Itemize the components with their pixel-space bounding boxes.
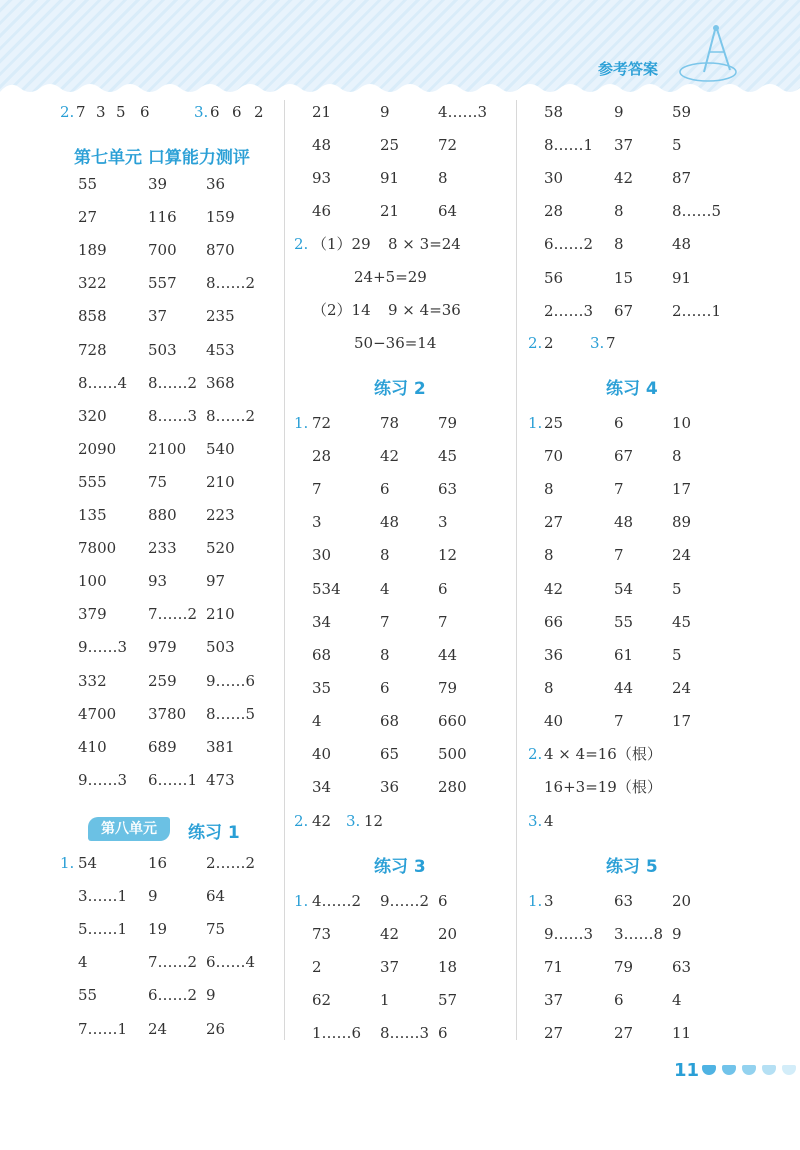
answer-value: 71 (544, 958, 564, 977)
answer-value: 35 (312, 678, 332, 697)
answer-value: 8 (544, 546, 554, 565)
decorative-dot (742, 1065, 756, 1075)
answer-value: 8……3 (380, 1024, 430, 1043)
answer-value: 28 (544, 202, 564, 221)
answer-value: 2……1 (672, 301, 722, 320)
answer-value: 6 (614, 414, 624, 432)
answer-value: 259 (148, 671, 177, 690)
answer-value: 159 (206, 208, 235, 227)
answer-value: 3 (438, 513, 448, 532)
answer-value: 2……3 (544, 301, 594, 320)
answer-value: 520 (206, 539, 235, 558)
answer-value: 210 (206, 605, 235, 624)
answer-value: 8……1 (544, 136, 594, 155)
answer-text: 50−36=14 (354, 334, 437, 352)
answer-value: 37 (148, 307, 168, 326)
answer-value: 24 (148, 1019, 168, 1038)
decorative-dot (702, 1065, 716, 1075)
answer-value: 72 (438, 136, 458, 155)
answer-value: 36 (380, 778, 400, 797)
answer-value: 6……1 (148, 770, 198, 789)
answer-value: 63 (438, 480, 458, 499)
question-number: 1. (528, 414, 543, 432)
answer-value: 27 (78, 208, 98, 227)
answer-value: 8 (614, 235, 624, 254)
page-number: 11 (674, 1060, 700, 1081)
answer-value: 7 (76, 103, 86, 121)
answer-value: 689 (148, 737, 177, 756)
answer-value: 20 (438, 925, 458, 944)
answer-value: 16 (148, 854, 168, 872)
answer-value: 223 (206, 506, 235, 524)
answer-value: 4 (672, 991, 682, 1010)
answer-value: 8 (438, 169, 448, 188)
answer-value: 54 (614, 579, 634, 598)
column-divider (516, 100, 517, 1040)
answer-value: 37 (614, 136, 634, 155)
unit8-tag: 第八单元 (88, 817, 170, 841)
answer-value: 4 (380, 579, 390, 598)
answer-value: 9 (380, 103, 390, 121)
answer-text: 9 × 4=36 (388, 301, 461, 319)
answer-value: 11 (672, 1024, 692, 1043)
answer-value: 39 (148, 175, 168, 193)
answer-value: 55 (78, 986, 98, 1005)
answer-value: 79 (438, 678, 458, 697)
answer-value: 42 (614, 169, 634, 188)
question-number: 1. (294, 414, 309, 432)
answer-value: 2 (312, 958, 322, 977)
answer-value: 44 (614, 678, 634, 697)
answer-value: 10 (672, 414, 692, 432)
answer-value: 62 (312, 991, 332, 1010)
compass-drawing-icon (678, 22, 750, 86)
answer-value: 64 (438, 202, 458, 221)
answer-value: 68 (380, 711, 400, 730)
answer-value: 4……3 (438, 103, 488, 121)
answer-value: 7 (614, 711, 624, 730)
answer-value: 55 (614, 612, 634, 631)
question-number: 2. (528, 334, 543, 352)
question-number: 3. (528, 812, 543, 830)
answer-value: 540 (206, 439, 235, 458)
answer-value: 56 (544, 268, 564, 287)
practice4-title: 练习 4 (606, 379, 658, 399)
answer-value: 67 (614, 447, 634, 466)
answer-value: 8……3 (148, 406, 198, 425)
practice1-title: 练习 1 (188, 823, 240, 843)
answer-value: 9……3 (544, 925, 594, 944)
answer-value: 322 (78, 274, 107, 293)
answer-value: 40 (544, 711, 564, 730)
answer-value: 45 (438, 447, 458, 466)
answer-value: 6 (380, 480, 390, 499)
answer-value: 2……2 (206, 854, 256, 872)
answer-value: 73 (312, 925, 332, 944)
answer-value: 24 (672, 678, 692, 697)
answer-value: 503 (206, 638, 235, 657)
decorative-dot (722, 1065, 736, 1075)
answer-value: 63 (614, 892, 634, 910)
answer-value: 24 (672, 546, 692, 565)
answer-value: 555 (78, 472, 107, 491)
answer-value: 979 (148, 638, 177, 657)
answer-value: 34 (312, 778, 332, 797)
answer-value: 17 (672, 711, 692, 730)
question-number: 3. (590, 334, 605, 352)
answer-value: 2090 (78, 439, 117, 458)
answer-value: 5 (672, 645, 682, 664)
answer-value: 48 (380, 513, 400, 532)
answer-value: 8 (614, 202, 624, 221)
answer-value: 20 (672, 892, 692, 910)
answer-value: 8……4 (78, 373, 128, 392)
answer-value: 8 (380, 645, 390, 664)
answer-value: 44 (438, 645, 458, 664)
answer-value: 5 (672, 579, 682, 598)
answer-value: 46 (312, 202, 332, 221)
answer-value: 65 (380, 745, 400, 763)
answer-value: 18 (438, 958, 458, 977)
answer-value: 6 (438, 579, 448, 598)
answer-value: 379 (78, 605, 107, 624)
answer-value: 880 (148, 506, 177, 524)
answer-value: 557 (148, 274, 177, 293)
practice5-title: 练习 5 (606, 857, 658, 877)
answer-value: 5 (672, 136, 682, 155)
answer-value: 3 (312, 513, 322, 532)
answer-value: 57 (438, 991, 458, 1010)
question-number: 3. (194, 103, 209, 121)
answer-value: 368 (206, 373, 235, 392)
answer-value: 116 (148, 208, 177, 227)
answer-value: 320 (78, 406, 107, 425)
answer-value: 9 (672, 925, 682, 944)
answer-value: 15 (614, 268, 634, 287)
answer-value: 26 (206, 1019, 226, 1038)
answer-value: 37 (380, 958, 400, 977)
answer-value: 30 (544, 169, 564, 188)
answer-value: 12 (364, 812, 384, 830)
answer-value: 7 (312, 480, 322, 499)
answer-value: 8 (544, 480, 554, 499)
answer-value: 534 (312, 579, 341, 598)
answer-value: 6 (438, 1024, 448, 1043)
answer-value: 7 (614, 546, 624, 565)
answer-value: 7 (438, 612, 448, 631)
answer-value: 7……1 (78, 1019, 128, 1038)
answer-value: 2 (544, 334, 554, 352)
answer-value: 7800 (78, 539, 117, 558)
answer-value: 93 (312, 169, 332, 188)
answer-value: 55 (78, 175, 98, 193)
answer-value: 7 (380, 612, 390, 631)
answer-value: 64 (206, 887, 226, 906)
answer-value: 91 (380, 169, 400, 188)
answer-value: 3……1 (78, 887, 128, 906)
unit7-title: 第七单元 口算能力测评 (74, 148, 250, 168)
answer-value: 42 (380, 447, 400, 466)
question-number: 2. (294, 235, 309, 253)
answer-value: 8……5 (672, 202, 722, 221)
answer-value: 870 (206, 241, 235, 260)
answer-value: 6 (140, 103, 150, 121)
answer-value: 75 (148, 472, 168, 491)
answer-value: 6 (232, 103, 242, 121)
answer-value: 233 (148, 539, 177, 558)
answer-value: 75 (206, 920, 226, 939)
decorative-dot (762, 1065, 776, 1075)
answer-value: 66 (544, 612, 564, 631)
answer-value: 93 (148, 572, 168, 591)
answer-value: 4 (78, 953, 88, 972)
column-divider (284, 100, 285, 1040)
answer-value: 9……3 (78, 638, 128, 657)
answer-value: 97 (206, 572, 226, 591)
answer-value: 280 (438, 778, 467, 797)
answer-value: 19 (148, 920, 168, 939)
answer-value: 660 (438, 711, 467, 730)
answer-value: 8……2 (148, 373, 198, 392)
answer-value: 79 (438, 414, 458, 432)
answer-value: 36 (544, 645, 564, 664)
answer-value: 7……2 (148, 953, 198, 972)
page-header (0, 0, 800, 92)
answer-value: 6……2 (544, 235, 594, 254)
answer-value: 1……6 (312, 1024, 362, 1043)
question-number: 1. (60, 854, 75, 872)
answer-value: 453 (206, 340, 235, 359)
answer-value: 45 (672, 612, 692, 631)
answer-value: 2100 (148, 439, 187, 458)
question-number: 1. (528, 892, 543, 910)
answer-value: 48 (614, 513, 634, 532)
question-number: 3. (346, 812, 361, 830)
question-number: 2. (528, 745, 543, 763)
answer-value: 78 (380, 414, 400, 432)
answer-value: 4700 (78, 704, 117, 723)
answer-value: 12 (438, 546, 458, 565)
answer-value: 858 (78, 307, 107, 326)
answer-value: 48 (312, 136, 332, 155)
answer-value: 25 (544, 414, 564, 432)
answer-text: （1）29 (312, 235, 371, 253)
answer-value: 728 (78, 340, 107, 359)
answer-value: 235 (206, 307, 235, 326)
answer-value: 9……3 (78, 770, 128, 789)
answer-value: 36 (206, 175, 226, 193)
answer-value: 8……2 (206, 406, 256, 425)
answer-value: 89 (672, 513, 692, 532)
answer-value: 8……2 (206, 274, 256, 293)
answer-value: 61 (614, 645, 634, 664)
answer-value: 210 (206, 472, 235, 491)
answer-value: 68 (312, 645, 332, 664)
answer-value: 7 (614, 480, 624, 499)
answer-value: 9 (148, 887, 158, 906)
answer-value: 503 (148, 340, 177, 359)
answer-value: 1 (380, 991, 390, 1010)
answer-value: 3780 (148, 704, 187, 723)
answer-value: 700 (148, 241, 177, 260)
answer-value: 5……1 (78, 920, 128, 939)
answer-value: 6 (438, 892, 448, 910)
answer-value: 9 (206, 986, 216, 1005)
answer-value: 7……2 (148, 605, 198, 624)
answer-value: 381 (206, 737, 235, 756)
answer-value: 6 (380, 678, 390, 697)
answer-value: 135 (78, 506, 107, 524)
answer-value: 5 (116, 103, 126, 121)
answer-value: 34 (312, 612, 332, 631)
answer-value: 8 (380, 546, 390, 565)
answer-value: 6……2 (148, 986, 198, 1005)
answer-text: 24+5=29 (354, 268, 427, 286)
answer-value: 4……2 (312, 892, 362, 910)
answer-value: 37 (544, 991, 564, 1010)
answer-value: 91 (672, 268, 692, 287)
answer-value: 59 (672, 103, 692, 121)
question-number: 1. (294, 892, 309, 910)
answer-text: 16+3=19（根） (544, 778, 662, 796)
answer-value: 500 (438, 745, 467, 763)
practice2-title: 练习 2 (374, 379, 426, 399)
answer-value: 3……8 (614, 925, 664, 944)
answer-value: 8 (544, 678, 554, 697)
answer-value: 8……5 (206, 704, 256, 723)
answer-value: 42 (380, 925, 400, 944)
answer-value: 7 (606, 334, 616, 352)
answer-value: 21 (312, 103, 332, 121)
answer-value: 9……2 (380, 892, 430, 910)
answer-value: 58 (544, 103, 564, 121)
answer-value: 473 (206, 770, 235, 789)
question-number: 2. (60, 103, 75, 121)
answer-value: 54 (78, 854, 98, 872)
practice3-title: 练习 3 (374, 857, 426, 877)
answer-value: 79 (614, 958, 634, 977)
answer-value: 21 (380, 202, 400, 221)
answer-value: 63 (672, 958, 692, 977)
answer-value: 6……4 (206, 953, 256, 972)
answer-value: 28 (312, 447, 332, 466)
answer-value: 27 (614, 1024, 634, 1043)
answer-value: 3 (544, 892, 554, 910)
answer-value: 9 (614, 103, 624, 121)
answer-value: 3 (96, 103, 106, 121)
answer-value: 189 (78, 241, 107, 260)
answer-value: 100 (78, 572, 107, 591)
answer-value: 2 (254, 103, 264, 121)
answer-value: 70 (544, 447, 564, 466)
answer-value: 4 (544, 812, 554, 830)
answer-text: 8 × 3=24 (388, 235, 461, 253)
answer-value: 17 (672, 480, 692, 499)
answer-value: 332 (78, 671, 107, 690)
header-title: 参考答案 (598, 60, 659, 78)
answer-value: 4 (312, 711, 322, 730)
answer-text: （2）14 (312, 301, 371, 319)
decorative-dot (782, 1065, 796, 1075)
answer-value: 27 (544, 1024, 564, 1043)
answer-value: 42 (312, 812, 332, 830)
answer-value: 8 (672, 447, 682, 466)
answer-value: 6 (210, 103, 220, 121)
answer-value: 27 (544, 513, 564, 532)
answer-value: 67 (614, 301, 634, 320)
answer-value: 9……6 (206, 671, 256, 690)
answer-value: 40 (312, 745, 332, 763)
answer-value: 410 (78, 737, 107, 756)
answer-value: 6 (614, 991, 624, 1010)
answer-value: 25 (380, 136, 400, 155)
answer-value: 30 (312, 546, 332, 565)
answer-value: 42 (544, 579, 564, 598)
answer-value: 48 (672, 235, 692, 254)
answer-text: 4 × 4=16（根） (544, 745, 662, 763)
answer-value: 72 (312, 414, 332, 432)
answer-value: 87 (672, 169, 692, 188)
question-number: 2. (294, 812, 309, 830)
